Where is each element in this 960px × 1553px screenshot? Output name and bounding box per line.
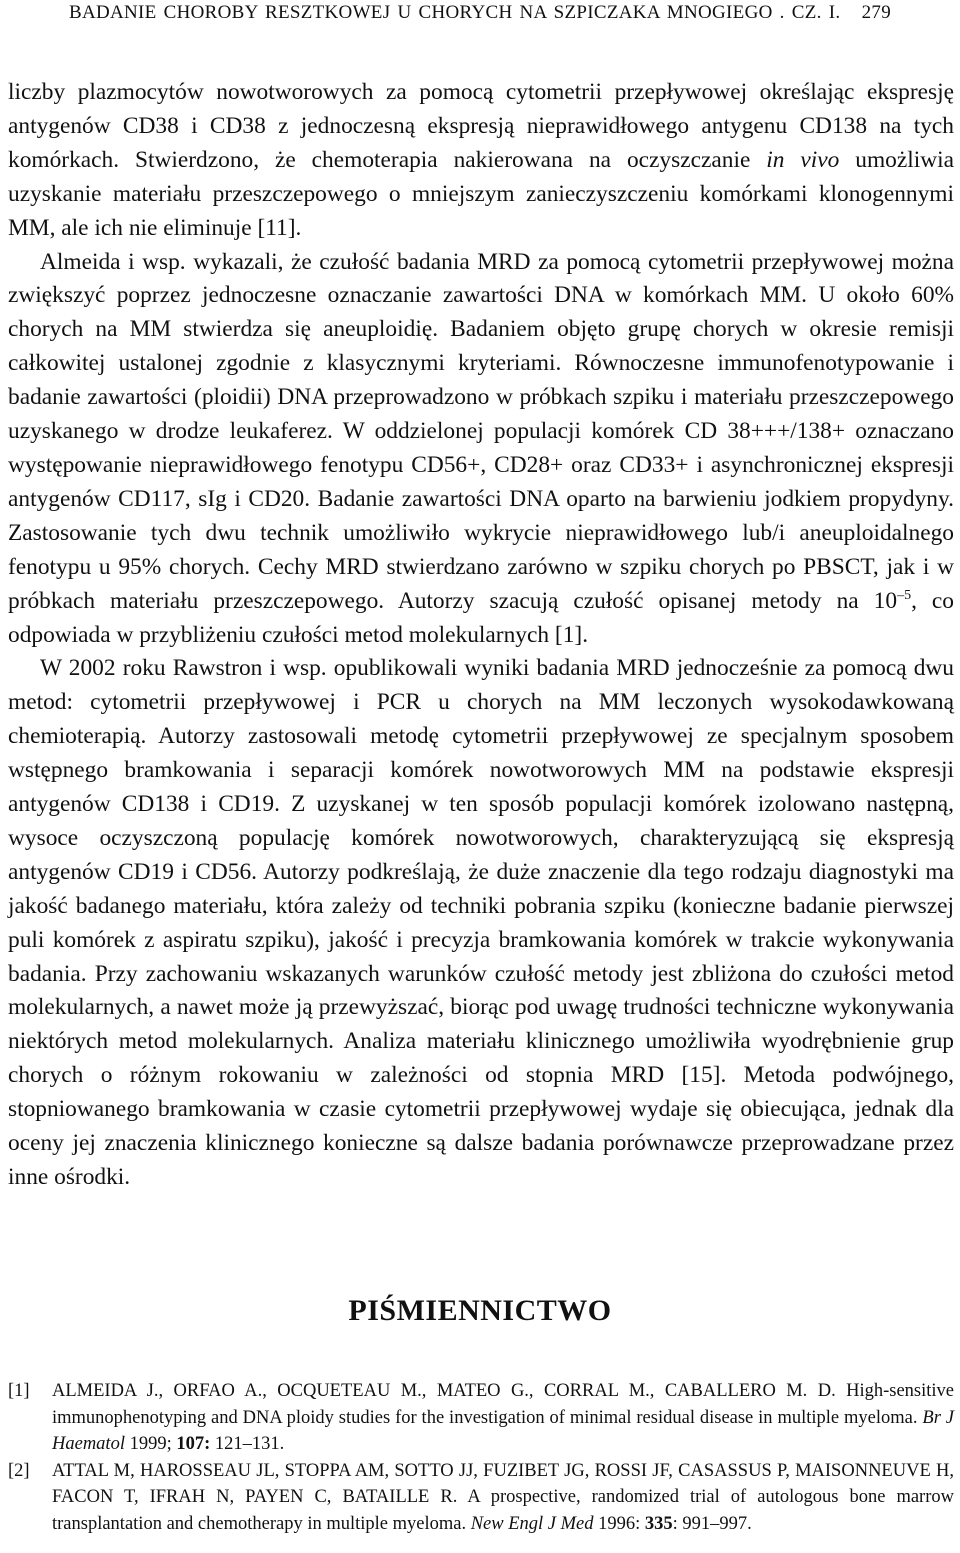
reference-list bbox=[8, 1378, 954, 1537]
reference-number: [2] bbox=[8, 1460, 30, 1481]
page-number: 279 bbox=[861, 2, 891, 23]
volume: 335 bbox=[644, 1513, 673, 1534]
reference-item: [1] ALMEIDA J., ORFAO A., OCQUETEAU M., MATEO G., CORRAL M., CABALLERO M. D. High-sensitive immunophenotyping and DNA ploidy studies for the investigation of minimal residual disease in multiple myeloma. Br J Haematol 1999; 107: 121–131. bbox=[8, 1378, 954, 1458]
running-header bbox=[0, 0, 960, 26]
references-heading: PIŚMIENNICTWO bbox=[348, 1294, 612, 1327]
running-title: BADANIE CHOROBY RESZTKOWEJ U CHORYCH NA SZPICZAKA MNOGIEGO . CZ. I. bbox=[68, 2, 841, 23]
reference-number: [1] bbox=[8, 1381, 30, 1401]
body-text bbox=[8, 76, 954, 1195]
exponent: –5 bbox=[897, 587, 912, 603]
paragraph-2: Almeida i wsp. wykazali, że czułość badania MRD za pomocą cytometrii przepływowej można zwiększyć poprzez jednoczesne oznaczanie zawartości DNA w komórkach MM. U około 60% chorych na MM stwierdza się aneuploidię. Badaniem objęto grupę chorych w okresie remisji całkowitej ustalonej zgodnie z klasycznymi kryteriami. Równoczesne immunofenotypowanie i badanie zawartości (ploidii) DNA przeprowadzono w próbkach szpiku i materiału przeszczepowego uzyskanego w drodze leukaferez. W oddzielonej populacji komórek CD 38+++/138+ oznaczano występowanie nieprawidłowego fenotypu CD56+, CD28+ oraz CD33+ i asynchronicznej ekspresji antygenów CD117, sIg i CD20. Badanie zawartości DNA oparto na barwieniu jodkiem propydyny. Zastosowanie tych dwu technik umożliwiło wykrycie nieprawidłowego lub/i aneuploidalnego fenotypu u 95% chorych. Cechy MRD stwierdzano zarówno w szpiku chorych po PBSCT, jak i w próbkach materiału przeszczepowego. Autorzy szacują czułość opisanej metody na $10^{-5}$, co odpowiada w przybliżeniu czułości metod molekularnych [1]. bbox=[8, 248, 954, 648]
volume: 107: bbox=[176, 1434, 211, 1454]
journal-name: New Engl J Med bbox=[470, 1513, 594, 1534]
reference-item: [2] ATTAL M, HAROSSEAU JL, STOPPA AM, SOTTO JJ, FUZIBET JG, ROSSI JF, CASASSUS P, MAISONNEUVE H, FACON T, IFRAH N, PAYEN C, BATAILLE R. A prospective, randomized trial of autologous bone marrow transplantation and chemotherapy in multiple myeloma. New Engl J Med 1996: 335: 991–997. bbox=[8, 1458, 954, 1538]
italic-term: in vivo bbox=[766, 146, 840, 173]
journal-name: Br J Haematol bbox=[52, 1407, 954, 1454]
paragraph-3: W 2002 roku Rawstron i wsp. opublikowali wyniki badania MRD jednocześnie za pomocą dwu metod: cytometrii przepływowej i PCR u chorych na MM leczonych wysokodawkowaną chemioterapią. Autorzy zastosowali metodę cytometrii przepływowej ze specjalnym sposobem wstępnego bramkowania i separacji komórek nowotworowych MM na podstawie ekspresji antygenów CD138 i CD19. Z uzyskanej w ten sposób populacji komórek izolowano następną, wysoce oczyszczoną populację komórek nowotworowych, charakteryzującą się ekspresją antygenów CD19 i CD56. Autorzy podkreślają, że duże znaczenie dla tego rodzaju diagnostyki ma jakość badanego materiału, która zależy od techniki pobrania szpiku (konieczne badanie pierwszej puli komórek z aspiratu szpiku), jakość i precyzja bramkowania komórek w trakcie wykonywania badania. Przy zachowaniu wskazanych warunków czułość metody jest zbliżona do czułości metod molekularnych, a nawet może ją przewyższać, biorąc pod uwagę trudności techniczne wykonywania niektórych metod molekularnych. Analiza materiału klinicznego umożliwiła wyodrębnienie grup chorych o różnym rokowaniu w zależności od stopnia MRD [15]. Metoda podwójnego, stopniowanego bramkowania w czasie cytometrii przepływowej wydaje się obiecująca, jednak dla oceny jej znaczenia klinicznego konieczne są dalsze badania porównawcze przeprowadzane przez inne ośrodki. bbox=[8, 655, 954, 1190]
paragraph-1: liczby plazmocytów nowotworowych za pomocą cytometrii przepływowej określając ekspresję antygenów CD38 i CD38 z jednoczesną ekspresją nieprawidłowego antygenu CD138 na tych komórkach. Stwierdzono, że chemoterapia nakierowana na oczyszczanie in vivo umożliwia uzyskanie materiału przeszczepowego o mniejszym zanieczyszczeniu komórkami klonogennymi MM, ale ich nie eliminuje [11]. bbox=[8, 79, 954, 241]
